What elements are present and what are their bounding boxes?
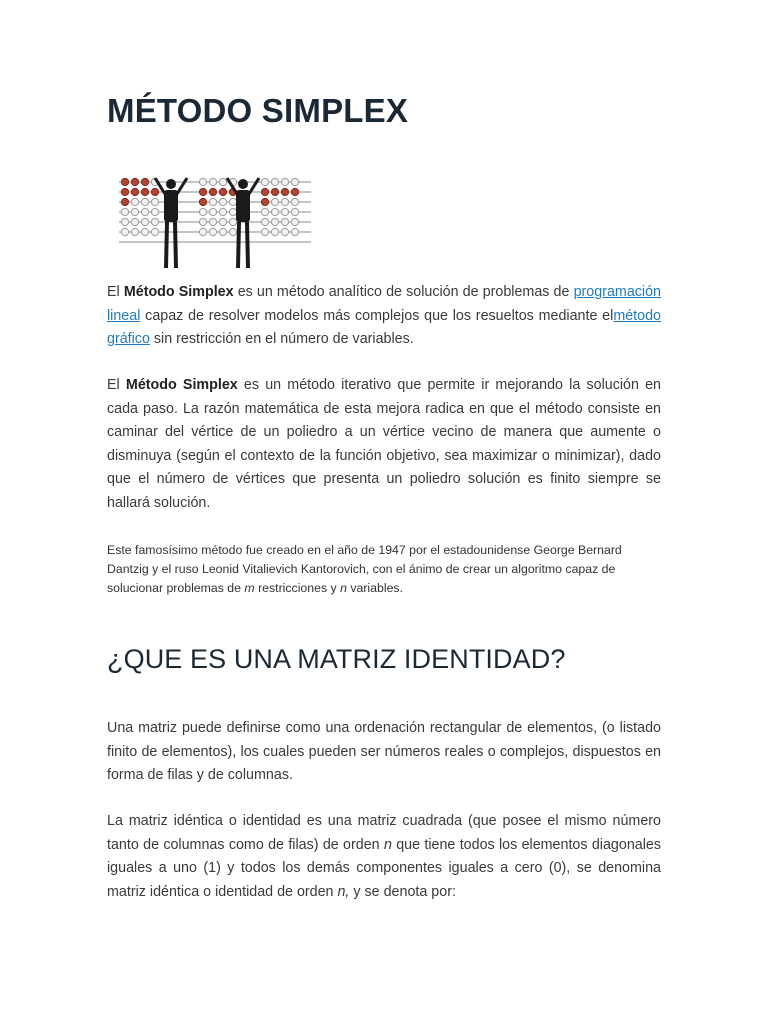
abacus-bead	[151, 198, 158, 205]
figure-head	[166, 179, 176, 189]
abacus-bead	[121, 198, 128, 205]
abacus-bead	[261, 178, 268, 185]
text: capaz de resolver modelos más complejos que los resueltos mediante el	[140, 307, 614, 324]
abacus-bead	[141, 178, 148, 185]
figure-body	[236, 190, 250, 222]
abacus-bead	[209, 188, 216, 195]
abacus-bead	[209, 198, 216, 205]
text: y se denota por:	[349, 883, 456, 900]
abacus-bead	[291, 178, 298, 185]
text: sin restricción en el número de variables.	[149, 331, 414, 347]
text: El	[107, 284, 124, 300]
abacus-people-illustration	[115, 170, 315, 276]
abacus-bead	[281, 228, 288, 235]
abacus-bead	[121, 218, 128, 225]
abacus-bead	[229, 198, 236, 205]
text: variables.	[346, 581, 403, 595]
abacus-bead	[261, 198, 268, 205]
abacus-bead	[199, 208, 206, 215]
paragraph-definition	[107, 281, 661, 352]
abacus-bead	[219, 208, 226, 215]
abacus-bead	[131, 228, 138, 235]
abacus-bead	[121, 208, 128, 215]
abacus-bead	[199, 228, 206, 235]
abacus-bead	[291, 188, 298, 195]
italic-n: n,	[337, 883, 350, 900]
abacus-bead	[271, 178, 278, 185]
abacus-bead	[209, 218, 216, 225]
text: La matriz idéntica o identidad es una matriz cuadrada (que posee el mismo número tanto de columnas como de filas) de orden	[107, 813, 661, 853]
abacus-bead	[291, 208, 298, 215]
abacus-bead	[271, 198, 278, 205]
paragraph-iterative	[107, 374, 661, 515]
section-heading: ¿QUE ES UNA MATRIZ IDENTIDAD?	[107, 644, 566, 674]
abacus-bead	[219, 188, 226, 195]
abacus-bead	[281, 208, 288, 215]
abacus-bead	[271, 188, 278, 195]
figure-body	[164, 190, 178, 222]
text: restricciones y	[254, 581, 341, 595]
link-programacion-lineal[interactable]: programación lineal	[107, 284, 661, 324]
abacus-bead	[261, 218, 268, 225]
text: es un método iterativo que permite ir mejorando la solución en cada paso. La razón matemática de esta mejora radica en que el método consiste en caminar del vértice de un poliedro a un vértice vecino de manera que aumente o disminuya (según el contexto de la función objetivo, sea maximizar o minimizar), dado que el número de vértices que presenta un poliedro solución es finito siempre se hallará solución.	[107, 377, 662, 511]
paragraph-history	[107, 541, 661, 598]
abacus-bead	[131, 178, 138, 185]
abacus-bead	[199, 218, 206, 225]
abacus-bead	[131, 218, 138, 225]
figure-leg	[175, 222, 176, 268]
figure-leg	[238, 222, 239, 268]
figure-head	[238, 179, 248, 189]
abacus-bead	[219, 198, 226, 205]
abacus-bead	[141, 198, 148, 205]
text: El	[107, 377, 126, 393]
abacus-bead	[291, 218, 298, 225]
abacus-bead	[151, 188, 158, 195]
abacus-bead	[219, 178, 226, 185]
abacus-bead	[151, 208, 158, 215]
abacus-bead	[121, 228, 128, 235]
text: es un método analítico de solución de problemas de	[233, 284, 574, 300]
abacus-bead	[281, 198, 288, 205]
link-metodo-grafico[interactable]: método gráfico	[107, 307, 661, 347]
bold-term: Método Simplex	[125, 377, 238, 393]
abacus-bead	[229, 208, 236, 215]
paragraph-identidad	[107, 810, 661, 904]
abacus-bead	[121, 178, 128, 185]
figure-leg	[247, 222, 248, 268]
abacus-bead	[281, 218, 288, 225]
abacus-bead	[141, 188, 148, 195]
abacus-bead	[271, 218, 278, 225]
abacus-bead	[209, 208, 216, 215]
page-title: MÉTODO SIMPLEX	[107, 92, 409, 129]
abacus-bead	[199, 178, 206, 185]
abacus-bead	[281, 178, 288, 185]
abacus-bead	[151, 228, 158, 235]
text: que tiene todos los elementos diagonales iguales a uno (1) y todos los demás componentes iguales a cero (0), se denomina matriz idéntica o identidad de orden	[107, 836, 662, 900]
abacus-bead	[209, 228, 216, 235]
abacus-bead	[281, 188, 288, 195]
abacus-bead	[229, 228, 236, 235]
abacus-bead	[271, 228, 278, 235]
abacus-bead	[271, 208, 278, 215]
paragraph-matriz: Una matriz puede definirse como una ordenación rectangular de elementos, (o listado finito de elementos), los cuales pueden ser números reales o complejos, dispuestos en forma de filas y de columnas.	[107, 720, 661, 783]
abacus-bead	[141, 218, 148, 225]
abacus-bead	[261, 208, 268, 215]
bold-term: Método Simplex	[123, 284, 234, 300]
abacus-bead	[209, 178, 216, 185]
abacus-bead	[199, 188, 206, 195]
abacus-bead	[261, 188, 268, 195]
abacus-bead	[131, 188, 138, 195]
abacus-bead	[131, 198, 138, 205]
abacus-bead	[131, 208, 138, 215]
text: Este famosísimo método fue creado en el año de 1947 por el estadounidense George Bernard Dantzig y el ruso Leonid Vitalievich Kantorovich, con el ánimo de crear un algoritmo capaz de solucionar problemas de	[107, 543, 622, 595]
abacus-bead	[199, 198, 206, 205]
italic-n: n	[383, 836, 392, 853]
abacus-bead	[151, 218, 158, 225]
abacus-bead	[219, 218, 226, 225]
abacus-bead	[291, 198, 298, 205]
abacus-bead	[141, 208, 148, 215]
abacus-bead	[291, 228, 298, 235]
abacus-bead	[219, 228, 226, 235]
italic-n: n	[340, 581, 347, 595]
abacus-bead	[229, 218, 236, 225]
abacus-bead	[121, 188, 128, 195]
italic-m: m	[244, 581, 255, 595]
abacus-bead	[141, 228, 148, 235]
abacus-bead	[261, 228, 268, 235]
figure-leg	[166, 222, 167, 268]
